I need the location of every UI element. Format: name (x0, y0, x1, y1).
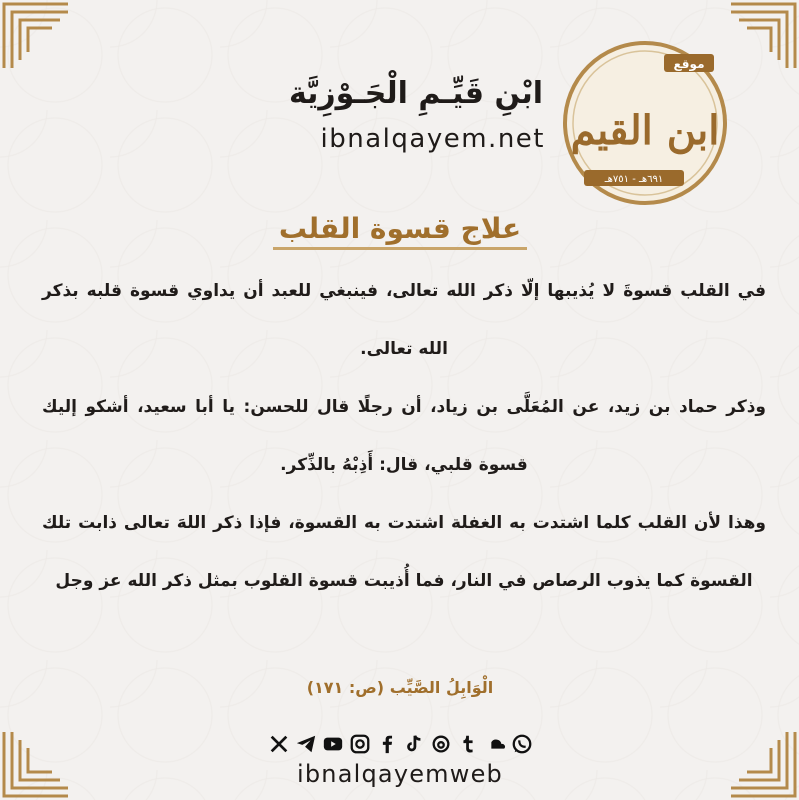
site-url[interactable]: ibnalqayem.net (320, 124, 545, 154)
svg-text:ابن القيم: ابن القيم (570, 107, 720, 154)
article-paragraph: وذكر حماد بن زيد، عن المُعَلَّى بن زياد، أن رجلًا قال للحسن: يا أبا سعيد، أشكو إليك قسوة قلبي، قال: أَذِبْهُ بالذِّكر. (42, 397, 766, 475)
article-paragraph: في القلب قسوةَ لا يُذيبها إلّا ذكر الله تعالى، فينبغي للعبد أن يداوي قسوة قلبه بذكر الله تعالى. (42, 281, 766, 359)
site-logo (562, 40, 728, 206)
youtube-icon[interactable] (322, 733, 344, 755)
site-title: ابْنِ قَيِّـمِ الْجَـوْزِيَّة (288, 76, 543, 111)
corner-ornament-bottom-left (0, 728, 72, 800)
tumblr-icon[interactable] (457, 733, 479, 755)
x-icon[interactable] (268, 733, 290, 755)
article-heading: علاج قسوة القلب (273, 212, 527, 250)
facebook-icon[interactable] (376, 733, 398, 755)
footer-handle[interactable]: ibnalqayemweb (296, 760, 503, 788)
threads-icon[interactable] (430, 733, 452, 755)
soundcloud-icon[interactable] (484, 733, 506, 755)
telegram-icon[interactable] (295, 733, 317, 755)
corner-ornament-top-left (0, 0, 72, 72)
social-icons-bar (255, 728, 545, 760)
corner-ornament-top-right (727, 0, 799, 72)
svg-text:موقع: موقع (673, 57, 705, 71)
source-citation: الْوَابِلُ الصَّيِّب (ص: ١٧١) (306, 678, 494, 697)
svg-text:٦٩١هـ - ٧٥١هـ: ٦٩١هـ - ٧٥١هـ (604, 174, 664, 185)
heading-container (200, 212, 600, 250)
tiktok-icon[interactable] (403, 733, 425, 755)
whatsapp-icon[interactable] (511, 733, 533, 755)
article-paragraph: وهذا لأن القلب كلما اشتدت به الغفلة اشتدت به القسوة، فإذا ذكر اللهَ تعالى ذابت تلك القسوة كما يذوب الرصاص في النار، فما أُذيبت قسوة القلوب بمثل ذكر الله عز وجل (42, 513, 766, 591)
instagram-icon[interactable] (349, 733, 371, 755)
corner-ornament-bottom-right (727, 728, 799, 800)
